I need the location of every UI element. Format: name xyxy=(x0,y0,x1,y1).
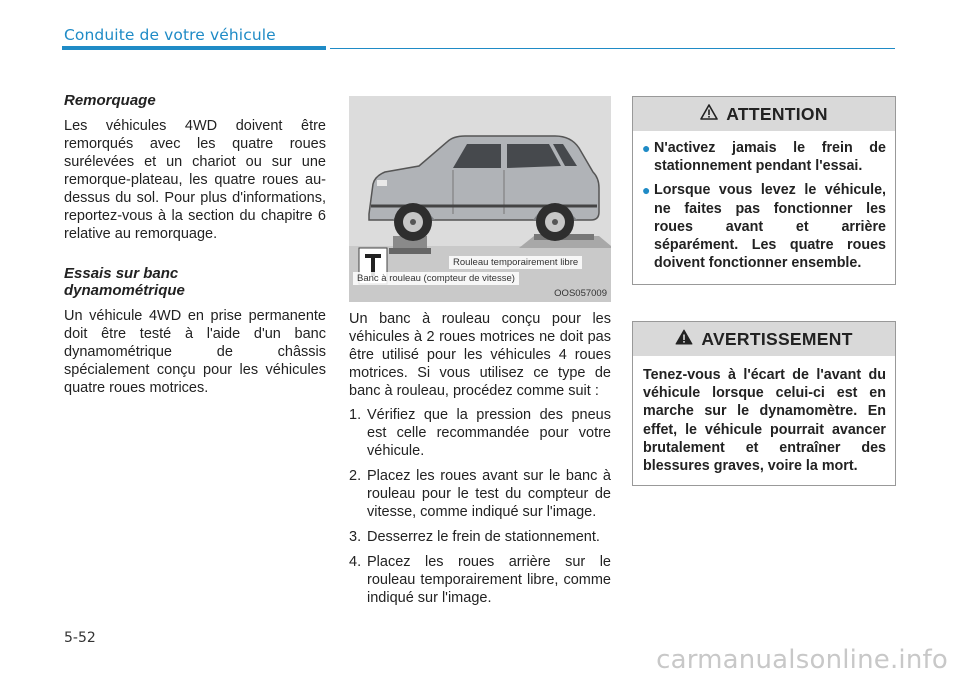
step-text: Desserrez le frein de stationnement. xyxy=(367,529,600,545)
attention-header xyxy=(633,97,895,131)
bullet-dot-icon: ● xyxy=(642,182,651,199)
list-item xyxy=(349,553,611,607)
dynamometer-illustration xyxy=(349,96,611,302)
watermark: carmanualsonline.info xyxy=(656,645,948,675)
towing-heading: Remorquage xyxy=(64,92,156,109)
attention-item-text: Lorsque vous levez le véhicule, ne faites pas fonctionner les roues avant et arrière séparément. Les quatre roues doivent fonctionner ensemble. xyxy=(654,182,886,272)
step-number: 1. xyxy=(349,407,362,423)
step-number: 4. xyxy=(349,554,362,570)
warning-triangle-outline-icon xyxy=(700,104,718,125)
step-text: Placez les roues avant sur le banc à rouleau pour le test du compteur de vitesse, comme indiqué sur l'image. xyxy=(367,468,611,520)
attention-title: ATTENTION xyxy=(726,103,828,124)
list-item xyxy=(642,139,886,175)
bullet-dot-icon: ● xyxy=(642,140,651,156)
free-roller-label: Rouleau temporairement libre xyxy=(449,256,582,269)
dyno-paragraph: Un véhicule 4WD en prise permanente doit être testé à l'aide d'un banc dynamométrique de châssis spécialement conçu pour les véhicules quatre roues motrices. xyxy=(64,308,326,396)
middle-column xyxy=(349,310,611,614)
dyno-heading: Essais sur banc dynamométrique xyxy=(64,265,185,299)
list-item xyxy=(642,181,886,272)
warning-box xyxy=(632,321,896,486)
list-item xyxy=(349,528,611,546)
speed-roller-label: Banc à rouleau (compteur de vitesse) xyxy=(353,272,519,285)
attention-item-text: N'activez jamais le frein de stationnement pendant l'essai. xyxy=(654,140,886,175)
towing-paragraph: Les véhicules 4WD doivent être remorqués avec les quatre roues surélevées et un chariot ou sur une remorque-plateau, les quatre roues au-dessus du sol. Pour plus d'informations, reportez-vous à la section du chapitre 6 relative au remorquage. xyxy=(64,118,326,242)
figure-code: OOS057009 xyxy=(554,288,607,299)
page-number: 5-52 xyxy=(64,630,96,646)
header-rule-thick xyxy=(62,46,326,50)
section-title: Conduite de votre véhicule xyxy=(64,26,276,44)
attention-list xyxy=(642,139,886,272)
left-column xyxy=(64,92,326,419)
warning-title: AVERTISSEMENT xyxy=(701,328,853,349)
warning-triangle-filled-icon xyxy=(675,329,693,350)
attention-box xyxy=(632,96,896,285)
step-text: Vérifiez que la pression des pneus est celle recommandée pour votre véhicule. xyxy=(367,407,611,459)
warning-text: Tenez-vous à l'écart de l'avant du véhicule lorsque celui-ci est en marche sur le dynamomètre. En effet, le véhicule pourrait avancer brutalement et entraîner des blessures graves, voire la mort. xyxy=(643,367,886,475)
step-number: 3. xyxy=(349,529,362,545)
warning-header xyxy=(633,322,895,356)
list-item xyxy=(349,467,611,521)
procedure-intro: Un banc à rouleau conçu pour les véhicules à 2 roues motrices ne doit pas être utilisé pour les véhicules 4 roues motrices. Si vous utilisez ce type de banc à rouleau, procédez comme suit : xyxy=(349,311,611,399)
procedure-steps xyxy=(349,406,611,607)
list-item xyxy=(349,406,611,460)
step-number: 2. xyxy=(349,468,362,484)
step-text: Placez les roues arrière sur le rouleau temporairement libre, comme indiqué sur l'image. xyxy=(367,554,611,606)
header-rule-thin xyxy=(330,48,895,50)
